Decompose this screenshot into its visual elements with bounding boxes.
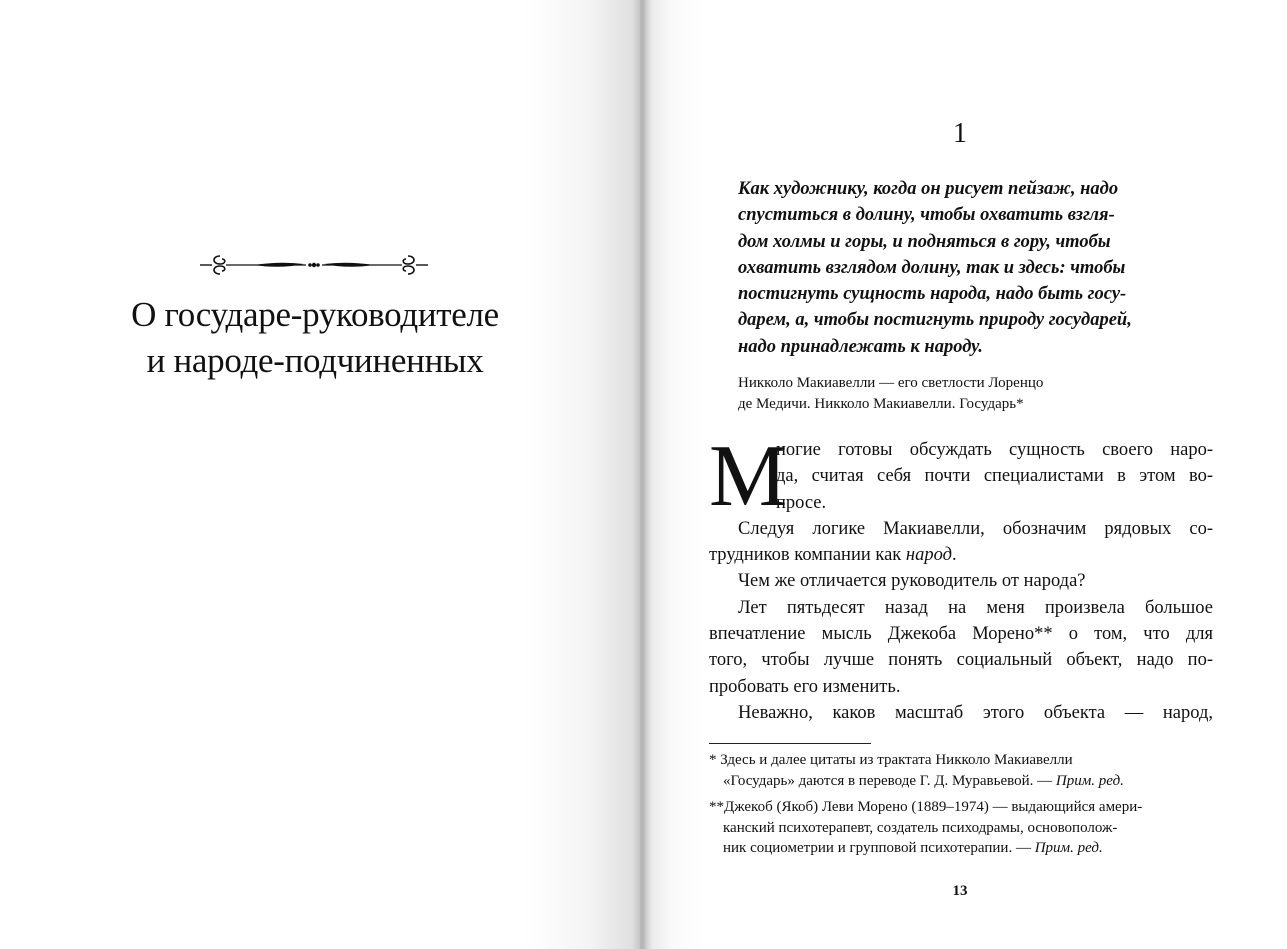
epigraph-line: дом холмы и горы, и подняться в гору, чтобы	[738, 231, 1111, 252]
epigraph-source	[738, 373, 1198, 415]
left-page	[0, 0, 640, 949]
body-line: да, считая себя почти специалистами в этом во-	[776, 466, 1213, 487]
body-line: того, чтобы лучше понять социальный объект, надо по-	[709, 650, 1213, 671]
part-title-line: и народе-подчиненных	[146, 341, 484, 380]
footnotes	[709, 750, 1209, 865]
ornament-divider-icon	[198, 250, 430, 280]
body-line: Следуя логике Макиавелли, обозначим рядовых со-	[738, 518, 1213, 539]
epigraph-source-line: де Медичи. Никколо Макиавелли. Государь*	[738, 396, 1024, 413]
footnote-text: ник социометрии и групповой психотерапии. —	[723, 840, 1035, 856]
drop-cap: М	[709, 428, 788, 525]
page-number: 13	[952, 883, 968, 899]
footnote-line	[709, 771, 1209, 792]
body-line: Чем же отличается руководитель от народа?	[738, 571, 1086, 592]
body-line: ногие готовы обсуждать сущность своего наро-	[776, 440, 1213, 460]
epigraph-line: дарем, а, чтобы постигнуть природу государей,	[738, 310, 1132, 331]
epigraph-line: Как художнику, когда он рисует пейзаж, надо	[738, 179, 1119, 199]
body-line: впечатление мысль Джекоба Морено** о том, что для	[709, 624, 1213, 645]
body-line	[709, 542, 1213, 568]
footnote-line	[709, 838, 1209, 859]
epigraph-line: спуститься в долину, чтобы охватить взгля-	[738, 205, 1115, 226]
chapter-number: 1	[953, 118, 967, 149]
footnote	[709, 750, 1209, 791]
footnote-line: канский психотерапевт, создатель психодрамы, основополож-	[723, 819, 1118, 836]
epigraph-line: охватить взглядом долину, так и здесь: чтобы	[738, 257, 1126, 278]
footnote-text: «Государь» даются в переводе Г. Д. Муравьевой. —	[723, 772, 1056, 789]
footnote-emphasis: Прим. ред.	[1055, 772, 1124, 789]
body-line: просе.	[776, 492, 827, 513]
body-emphasis: народ	[905, 545, 952, 566]
body-line: Неважно, каков масштаб этого объекта — народ,	[738, 702, 1213, 723]
book-gutter	[632, 0, 652, 949]
part-title-line: О государе-руководителе	[131, 295, 499, 334]
body-line: Лет пятьдесят назад на меня произвела большое	[738, 597, 1213, 618]
body-text	[709, 428, 1213, 726]
body-text-segment: .	[951, 545, 957, 566]
footnote-rule	[709, 743, 871, 744]
epigraph-line: постигнуть сущность народа, надо быть госу-	[738, 284, 1127, 305]
epigraph-line: надо принадлежать к народу.	[738, 336, 983, 357]
body-text-segment: трудников компании как	[709, 545, 906, 566]
part-title	[60, 292, 570, 384]
footnote-line: **Джекоб (Якоб) Леви Морено (1889–1974) — выдающийся амери-	[709, 799, 1143, 815]
footnote-line: * Здесь и далее цитаты из трактата Никколо Макиавелли	[709, 752, 1073, 768]
footnote-emphasis: Прим. ред.	[1034, 840, 1103, 856]
epigraph-source-line: Никколо Макиавелли — его светлости Лоренцо	[738, 375, 1044, 392]
epigraph	[738, 176, 1198, 415]
body-line: пробовать его изменить.	[709, 676, 901, 697]
footnote	[709, 797, 1209, 859]
